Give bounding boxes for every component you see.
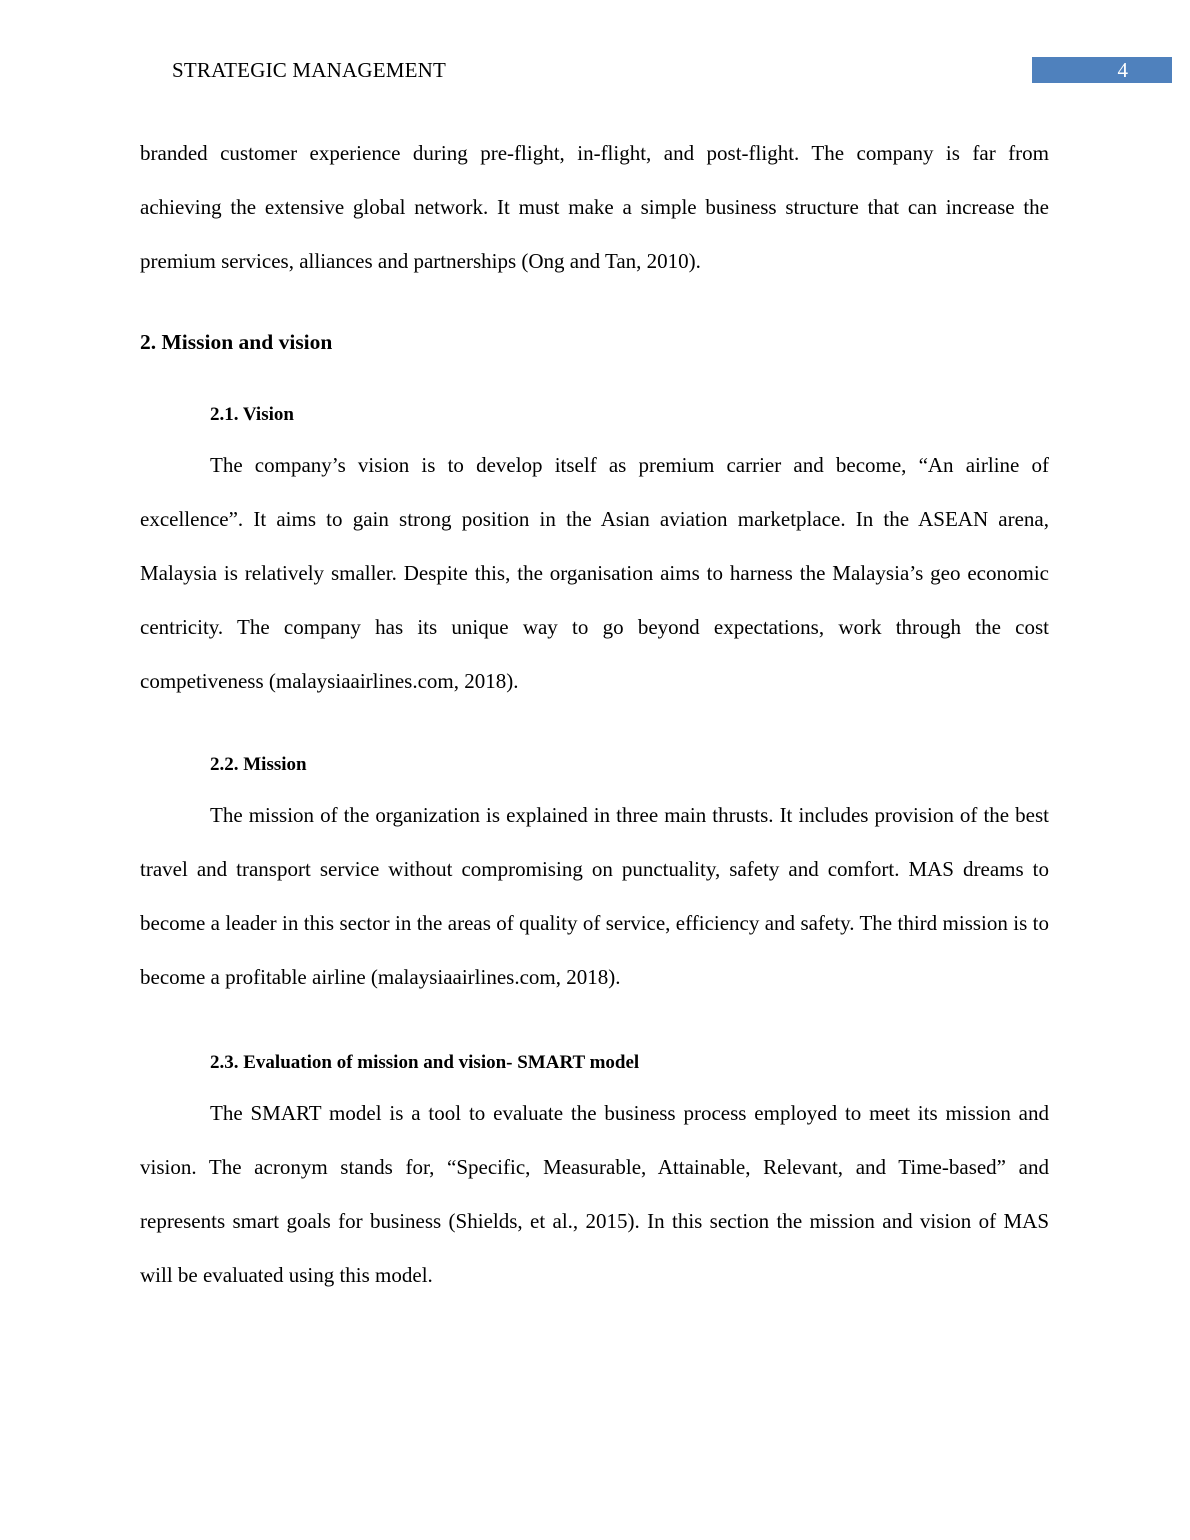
vision-paragraph: The company’s vision is to develop itself as premium carrier and become, “An airline of excellence”. It aims to gain strong position in the Asian aviation marketplace. In the ASEAN arena, Malaysia is relatively smaller. Despite this, the organisation aims to harness the Malaysia’s geo economic centricity. The company has its unique way to go beyond expectations, work through the cost competiveness (malaysiaairlines.com, 2018).: [140, 453, 1049, 693]
subsection-heading-smart-model: 2.3. Evaluation of mission and vision- SMART model: [210, 1052, 640, 1073]
document-body: [140, 126, 1049, 1302]
section-heading-mission-and-vision: 2. Mission and vision: [140, 330, 333, 354]
mission-paragraph: The mission of the organization is explained in three main thrusts. It includes provision of the best travel and transport service without compromising on punctuality, safety and comfort. MAS dreams to become a leader in this sector in the areas of quality of service, efficiency and safety. The third mission is to become a profitable airline (malaysiaairlines.com, 2018).: [140, 803, 1049, 989]
page-number-box: [1032, 57, 1172, 83]
subsection-heading-vision: 2.1. Vision: [210, 404, 294, 425]
intro-paragraph: branded customer experience during pre-flight, in-flight, and post-flight. The company is far from achieving the extensive global network. It must make a simple business structure that can increase the premium services, alliances and partnerships (Ong and Tan, 2010).: [140, 141, 1049, 273]
running-header-title: STRATEGIC MANAGEMENT: [172, 58, 447, 82]
smart-model-paragraph: The SMART model is a tool to evaluate the business process employed to meet its mission and vision. The acronym stands for, “Specific, Measurable, Attainable, Relevant, and Time-based” and represents smart goals for business (Shields, et al., 2015). In this section the mission and vision of MAS will be evaluated using this model.: [140, 1101, 1049, 1287]
subsection-heading-mission: 2.2. Mission: [210, 754, 307, 775]
page-number: 4: [1117, 58, 1128, 82]
